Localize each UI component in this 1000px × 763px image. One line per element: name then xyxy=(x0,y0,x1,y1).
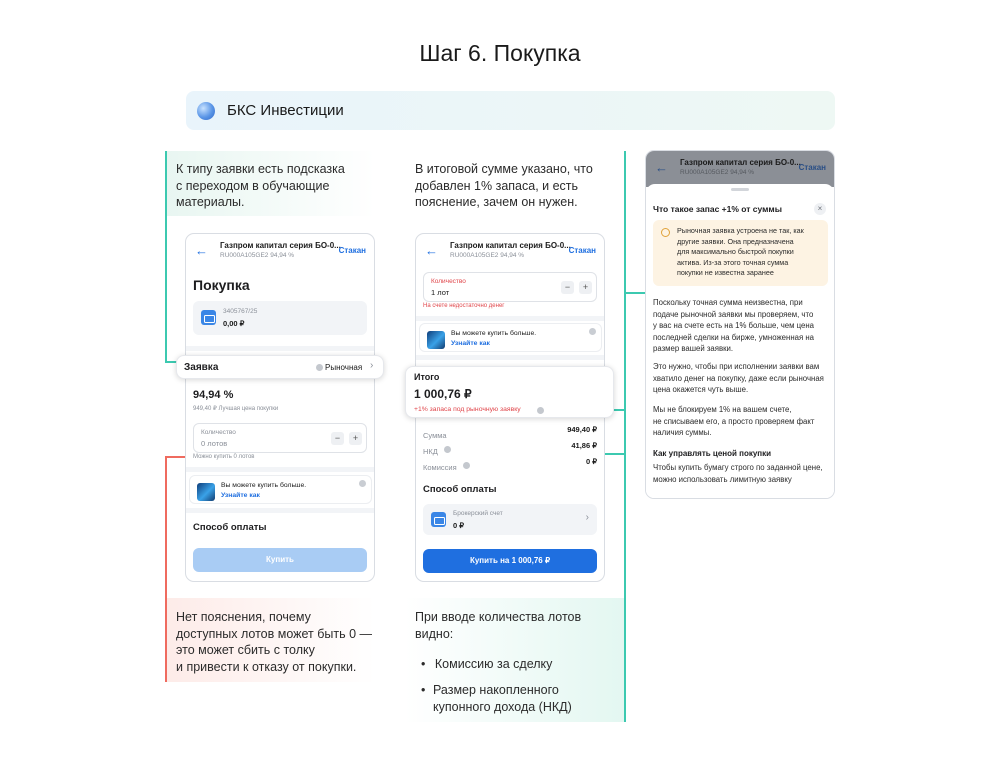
text-line: у вас на счете есть на 1% больше, чем цена xyxy=(653,321,814,330)
wallet-icon xyxy=(201,310,216,325)
note-line: Нет пояснения, почему xyxy=(176,610,311,624)
paragraph-1 xyxy=(653,297,831,355)
phone-screen-1 xyxy=(185,233,375,582)
promo-text: Вы можете купить больше. xyxy=(221,482,307,489)
lots-available-hint: Можно купить 0 лотов xyxy=(193,454,255,460)
connector-left-red xyxy=(165,456,167,682)
bullet-icon: • xyxy=(421,657,426,671)
arrow-left-icon[interactable]: ← xyxy=(655,160,668,175)
total-card xyxy=(405,366,614,418)
order-type-row[interactable] xyxy=(176,355,384,379)
stakan-link[interactable]: Стакан xyxy=(798,163,826,172)
account-id: 3405767/25 xyxy=(223,308,258,315)
subheading: Как управлять ценой покупки xyxy=(653,449,772,458)
section-divider xyxy=(186,508,375,513)
total-value: 1 000,76 ₽ xyxy=(414,387,472,401)
warning-icon xyxy=(661,228,670,237)
commission-value: 0 ₽ xyxy=(585,457,597,466)
brand-bar xyxy=(186,91,835,130)
security-subtitle: RU000A105GE2 94,94 % xyxy=(220,252,295,259)
section-divider xyxy=(186,346,375,351)
quantity-label: Количество xyxy=(201,429,236,436)
nkd-row xyxy=(423,441,597,456)
nkd-value: 41,86 ₽ xyxy=(571,441,597,450)
info-icon[interactable] xyxy=(316,364,323,371)
quantity-stepper[interactable] xyxy=(423,272,597,302)
section-divider xyxy=(416,355,605,360)
note-left-bottom xyxy=(176,609,372,675)
price-hint: 949,40 ₽ Лучшая цена покупки xyxy=(193,406,279,412)
promo-image xyxy=(197,483,215,501)
text-line: не списываем его, а просто проверяем факт xyxy=(653,416,815,426)
sheet-grabber[interactable] xyxy=(731,188,749,191)
security-subtitle: RU000A105GE2 94,94 % xyxy=(680,169,755,176)
promo-banner[interactable] xyxy=(189,475,372,504)
price-value: 94,94 % xyxy=(193,389,234,401)
arrow-left-icon[interactable]: ← xyxy=(425,243,438,258)
text-line: цена окажется чуть выше. xyxy=(653,385,749,394)
commission-row xyxy=(423,457,597,472)
section-divider xyxy=(416,316,605,321)
note-line: добавлен 1% запаса, и есть xyxy=(415,178,579,193)
funds-warning: На счете недостаточно денег xyxy=(423,303,505,309)
sum-value: 949,40 ₽ xyxy=(567,425,597,434)
promo-banner[interactable] xyxy=(419,323,602,352)
page-title: Шаг 6. Покупка xyxy=(419,40,581,66)
nkd-label: НКД xyxy=(423,447,438,456)
sheet-title: Что такое запас +1% от суммы xyxy=(653,204,782,214)
arrow-left-icon[interactable]: ← xyxy=(195,243,208,258)
connector-left-teal xyxy=(165,151,167,361)
account-card[interactable] xyxy=(193,301,367,335)
quantity-stepper[interactable] xyxy=(193,423,367,453)
paragraph-3 xyxy=(653,404,831,439)
paragraph-2 xyxy=(653,361,831,396)
text-line: Поскольку точная сумма неизвестна, при xyxy=(653,298,803,307)
note-line: В итоговой сумме указано, что xyxy=(415,162,593,176)
note-left-top xyxy=(176,161,345,211)
warning-line: для максимально быстрой покупки xyxy=(677,247,794,256)
plus-button[interactable]: + xyxy=(349,432,362,445)
text-line: Чтобы купить бумагу строго по заданной цене, xyxy=(653,463,823,472)
quantity-input[interactable]: 1 лот xyxy=(431,288,450,297)
info-icon[interactable] xyxy=(463,462,470,469)
plus-button[interactable]: + xyxy=(579,281,592,294)
security-title: Газпром капитал серия БО-0... xyxy=(450,241,571,250)
info-icon[interactable] xyxy=(444,446,451,453)
account-type: Брокерский счет xyxy=(453,510,503,517)
stakan-link[interactable]: Стакан xyxy=(338,246,366,255)
security-subtitle: RU000A105GE2 94,94 % xyxy=(450,252,525,259)
account-balance: 0 ₽ xyxy=(453,521,465,530)
note-line: материалы. xyxy=(176,195,245,209)
note-mid-top xyxy=(415,161,593,211)
paragraph-4 xyxy=(653,462,831,485)
brand-name: БКС Инвестиции xyxy=(227,102,344,119)
sum-label: Сумма xyxy=(423,431,447,440)
close-icon[interactable] xyxy=(589,328,596,335)
text-line: можно использовать лимитную заявку xyxy=(653,474,792,484)
info-icon[interactable] xyxy=(537,407,544,414)
order-type-label: Заявка xyxy=(184,362,219,373)
warning-line: покупки не известна заранее xyxy=(677,268,774,277)
note-mid-bottom xyxy=(415,609,581,642)
stakan-link[interactable]: Стакан xyxy=(568,246,596,255)
payment-account-card[interactable] xyxy=(423,504,597,535)
note-bullet-2 xyxy=(421,682,611,715)
text-line: наличия суммы. xyxy=(653,428,712,437)
close-icon[interactable]: × xyxy=(814,203,826,215)
quantity-input[interactable]: 0 лотов xyxy=(201,439,228,448)
security-title: Газпром капитал серия БО-0... xyxy=(680,158,801,167)
section-divider xyxy=(186,467,375,472)
note-line: видно: xyxy=(415,626,454,641)
connector-mid-teal xyxy=(624,151,626,722)
close-icon[interactable] xyxy=(359,480,366,487)
warning-text xyxy=(677,226,804,279)
payment-heading: Способ оплаты xyxy=(193,522,267,533)
text-line: последней сделки на бирже, умноженная на xyxy=(653,332,814,342)
security-title: Газпром капитал серия БО-0... xyxy=(220,241,341,250)
promo-link[interactable]: Узнайте как xyxy=(451,340,490,347)
quantity-label: Количество xyxy=(431,278,466,285)
promo-image xyxy=(427,331,445,349)
screen-heading: Покупка xyxy=(193,277,250,293)
promo-link[interactable]: Узнайте как xyxy=(221,492,260,499)
account-balance: 0,00 ₽ xyxy=(223,319,245,328)
bullet-text: Размер накопленного купонного дохода (НКД) xyxy=(433,683,572,714)
note-line: При вводе количества лотов xyxy=(415,610,582,624)
note-line: К типу заявки есть подсказка xyxy=(176,162,345,176)
warning-line: актива. Из-за этого точная сумма xyxy=(677,257,789,267)
note-line: пояснение, зачем он нужен. xyxy=(415,195,578,209)
text-line: Мы не блокируем 1% на вашем счете, xyxy=(653,405,792,414)
payment-heading: Способ оплаты xyxy=(423,484,497,495)
warning-box xyxy=(653,220,828,286)
dimmed-header xyxy=(646,151,834,187)
note-line: доступных лотов может быть 0 — xyxy=(176,626,373,641)
wallet-icon xyxy=(431,512,446,527)
buy-button[interactable]: Купить xyxy=(193,548,367,572)
text-line: хватило денег на покупку, даже если рыночная xyxy=(653,373,824,383)
total-label: Итого xyxy=(414,372,440,382)
bullet-icon: • xyxy=(421,683,426,697)
bks-logo-icon xyxy=(197,102,215,120)
screen2-header xyxy=(416,234,604,268)
note-line: и привести к отказу от покупки. xyxy=(176,659,357,674)
minus-button[interactable]: − xyxy=(561,281,574,294)
screen1-header xyxy=(186,234,374,268)
note-line: это может сбить с толку xyxy=(176,643,315,657)
minus-button[interactable]: − xyxy=(331,432,344,445)
chevron-right-icon: › xyxy=(585,512,589,523)
text-line: Это нужно, чтобы при исполнении заявки вам xyxy=(653,362,820,371)
buy-button[interactable]: Купить на 1 000,76 ₽ xyxy=(423,549,597,573)
warning-line: другие заявки. Она предназначена xyxy=(677,236,794,246)
promo-text: Вы можете купить больше. xyxy=(451,330,537,337)
warning-line: Рыночная заявка устроена не так, как xyxy=(677,226,804,235)
note-bullet-1 xyxy=(421,656,552,673)
text-line: размер вашей заявки. xyxy=(653,344,734,353)
commission-label: Комиссия xyxy=(423,463,457,472)
info-sheet xyxy=(646,184,834,498)
reserve-note: +1% запаса под рыночную заявку xyxy=(414,406,521,413)
sum-row xyxy=(423,425,597,440)
text-line: подаче рыночной заявки мы проверяем, что xyxy=(653,309,814,319)
note-line: с переходом в обучающие xyxy=(176,178,330,193)
phone-screen-3 xyxy=(645,150,835,499)
chevron-right-icon: › xyxy=(370,360,374,371)
bullet-text: Комиссию за сделку xyxy=(434,657,553,671)
order-type-value: Рыночная xyxy=(325,363,363,372)
